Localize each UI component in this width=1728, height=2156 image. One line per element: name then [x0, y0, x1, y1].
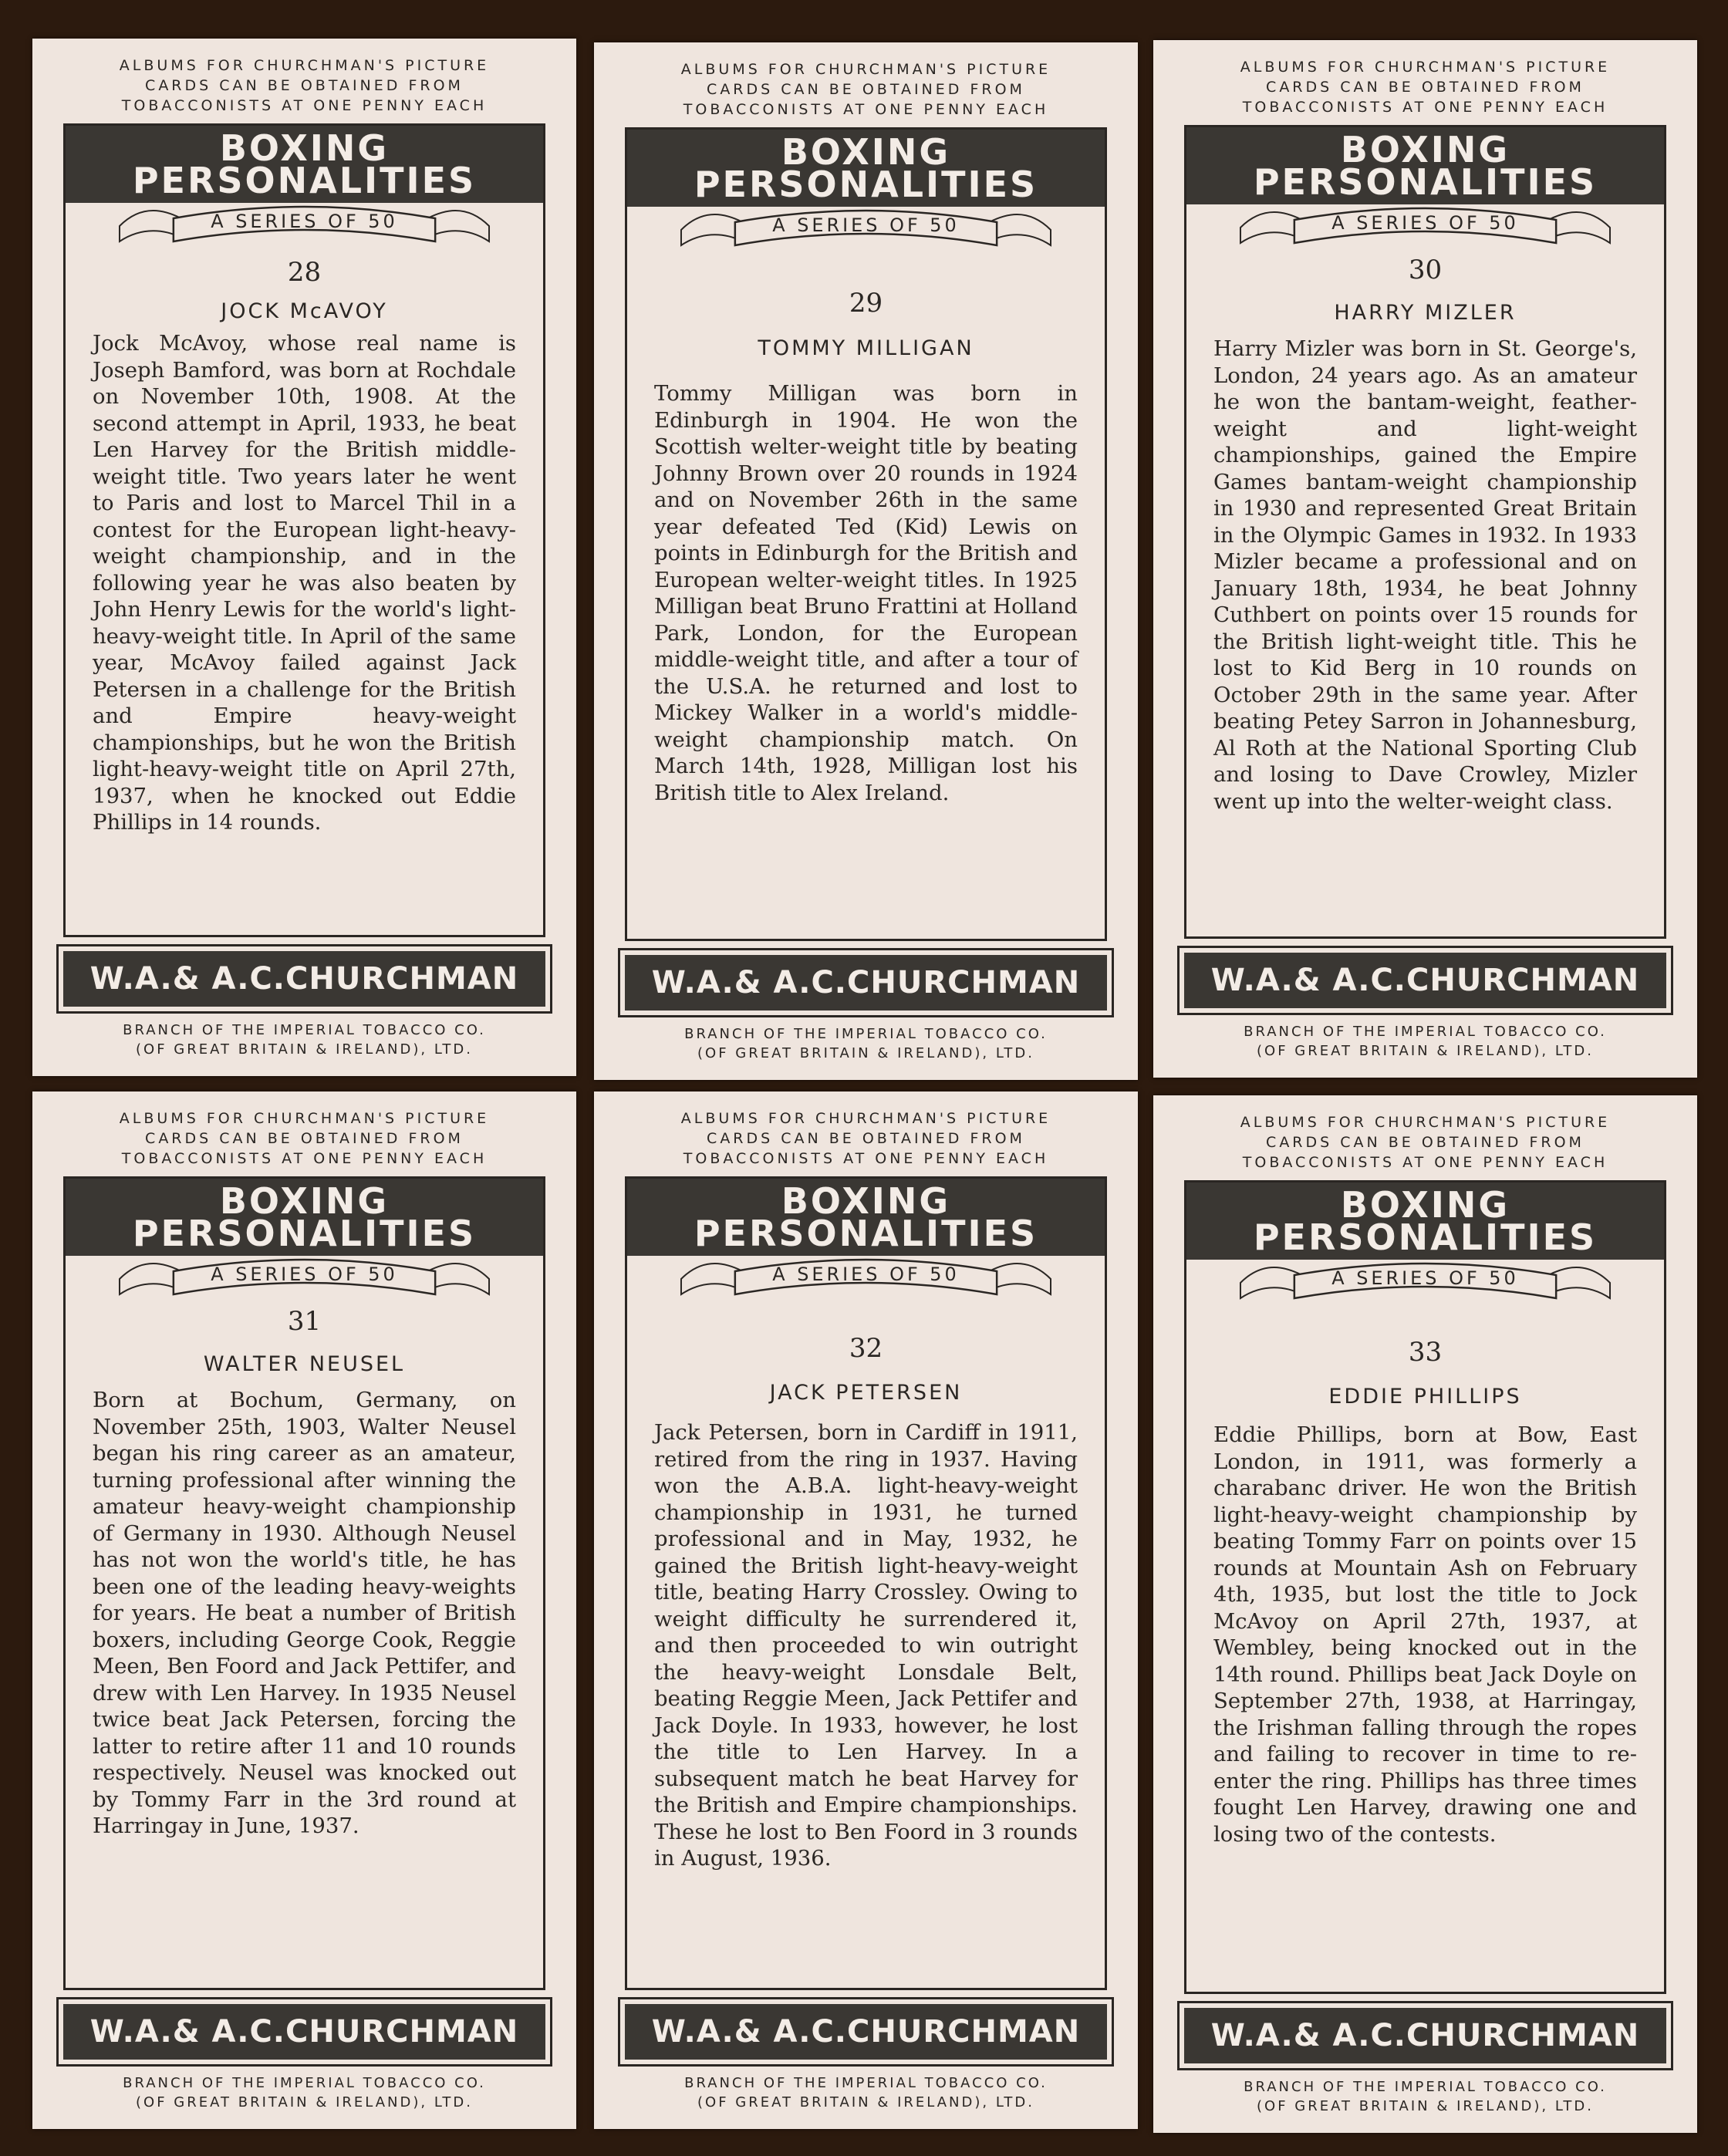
boxer-name: HARRY MIZLER [1334, 301, 1517, 325]
boxer-biography: Eddie Phillips, born at Bow, East London, in 1911, was formerly a charabanc driver. He won the British light-heavy-weight championship by beating Tommy Farr on points over 15 rounds at Mountain Ash on February 4th, 1935, but lost the title to Jock McAvoy on April 27th, 1937, at Wembley, being knocked out in the 14th round. Phillips beat Jack Doyle on September 27th, 1938, at Harringay, the Irishman falling through the ropes and failing to recover in time to re-enter the ring. Phillips has three times fought Len Harvey, drawing one and losing two of the contests. [1213, 1422, 1637, 1847]
card-number: 31 [287, 1306, 322, 1337]
albums-note: ALBUMS FOR CHURCHMAN'S PICTURE CARDS CAN BE OBTAINED FROM TOBACCONISTS AT ONE PENNY EACH [680, 1110, 1051, 1167]
card-31 [32, 1091, 576, 2129]
series-title: BOXING PERSONALITIES [66, 126, 543, 203]
svg-text:A SERIES OF 50: A SERIES OF 50 [1331, 211, 1519, 234]
series-ribbon [112, 1248, 497, 1302]
series-title: BOXING PERSONALITIES [627, 1179, 1105, 1256]
boxer-name: JOCK McAVOY [221, 299, 388, 323]
card-frame [63, 123, 545, 937]
branch-note: BRANCH OF THE IMPERIAL TOBACCO CO. (OF GREAT BRITAIN & IRELAND), LTD. [1244, 2079, 1607, 2114]
branch-note: BRANCH OF THE IMPERIAL TOBACCO CO. (OF GREAT BRITAIN & IRELAND), LTD. [1244, 1024, 1607, 1059]
manufacturer-banner: W.A.& A.C.CHURCHMAN [625, 2004, 1107, 2060]
boxer-name: TOMMY MILLIGAN [758, 336, 974, 360]
card-30 [1153, 40, 1697, 1078]
card-28 [32, 39, 576, 1076]
boxer-biography: Jack Petersen, born in Cardiff in 1911, retired from the ring in 1937. Having won the A.B.A. light-heavy-weight championship in 1931, he turned professional and in May, 1932, he gained the British light-heavy-weight title, beating Harry Crossley. Owing to weight difficulty he surrendered it, and then proceeded to win outright the heavy-weight Lonsdale Belt, beating Reggie Meen, Jack Pettifer and Jack Doyle. In 1933, however, he lost the title to Len Harvey. In a subsequent match he beat Harvey for the British and Empire championships. These he lost to Ben Foord in 3 rounds in August, 1936. [654, 1420, 1078, 1871]
albums-note: ALBUMS FOR CHURCHMAN'S PICTURE CARDS CAN BE OBTAINED FROM TOBACCONISTS AT ONE PENNY EACH [119, 57, 490, 114]
branch-note: BRANCH OF THE IMPERIAL TOBACCO CO. (OF GREAT BRITAIN & IRELAND), LTD. [684, 2075, 1048, 2110]
branch-note: BRANCH OF THE IMPERIAL TOBACCO CO. (OF GREAT BRITAIN & IRELAND), LTD. [123, 2075, 486, 2110]
manufacturer-banner: W.A.& A.C.CHURCHMAN [625, 955, 1107, 1011]
albums-note: ALBUMS FOR CHURCHMAN'S PICTURE CARDS CAN BE OBTAINED FROM TOBACCONISTS AT ONE PENNY EACH [680, 61, 1051, 118]
series-ribbon [673, 199, 1058, 253]
card-frame [1184, 125, 1666, 939]
series-ribbon [673, 1248, 1058, 1302]
series-title: BOXING PERSONALITIES [627, 130, 1105, 207]
albums-note: ALBUMS FOR CHURCHMAN'S PICTURE CARDS CAN BE OBTAINED FROM TOBACCONISTS AT ONE PENNY EACH [1240, 1114, 1611, 1171]
card-number: 33 [1408, 1337, 1443, 1368]
card-32 [594, 1091, 1138, 2129]
svg-text:A SERIES OF 50: A SERIES OF 50 [1331, 1267, 1519, 1290]
card-number: 28 [287, 257, 322, 288]
boxer-biography: Harry Mizler was born in St. George's, London, 24 years ago. As an amateur he won the bantam-weight, feather-weight and light-weight championships, gained the Empire Games bantam-weight championship in 1930 and represented Great Britain in the Olympic Games in 1932. In 1933 Mizler became a professional and on January 18th, 1934, he beat Johnny Cuthbert on points over 15 rounds for the British light-weight title. This he lost to Kid Berg in 10 rounds on October 29th in the same year. After beating Petey Sarron in Johannesburg, Al Roth at the National Sporting Club and losing to Dave Crowley, Mizler went up into the welter-weight class. [1213, 336, 1637, 814]
albums-note: ALBUMS FOR CHURCHMAN'S PICTURE CARDS CAN BE OBTAINED FROM TOBACCONISTS AT ONE PENNY EACH [119, 1110, 490, 1167]
manufacturer-banner: W.A.& A.C.CHURCHMAN [63, 951, 545, 1007]
series-ribbon [1233, 1252, 1618, 1306]
svg-text:A SERIES OF 50: A SERIES OF 50 [211, 210, 398, 233]
branch-note: BRANCH OF THE IMPERIAL TOBACCO CO. (OF GREAT BRITAIN & IRELAND), LTD. [684, 1026, 1048, 1061]
series-title: BOXING PERSONALITIES [1186, 1183, 1664, 1260]
manufacturer-banner: W.A.& A.C.CHURCHMAN [1184, 2008, 1666, 2063]
svg-text:A SERIES OF 50: A SERIES OF 50 [772, 214, 960, 237]
branch-note: BRANCH OF THE IMPERIAL TOBACCO CO. (OF GREAT BRITAIN & IRELAND), LTD. [123, 1022, 486, 1058]
boxer-biography: Born at Bochum, Germany, on November 25th, 1903, Walter Neusel began his ring career as an amateur, turning professional after winning the amateur heavy-weight championship of Germany in 1930. Although Neusel has not won the world's title, he has been one of the leading heavy-weights for years. He beat a number of British boxers, including George Cook, Reggie Meen, Ben Foord and Jack Pettifer, and drew with Len Harvey. In 1935 Neusel twice beat Jack Petersen, forcing the latter to retire after 11 and 10 rounds respectively. Neusel was knocked out by Tommy Farr in the 3rd round at Harringay in June, 1937. [93, 1388, 516, 1838]
card-33 [1153, 1095, 1697, 2133]
card-frame [625, 127, 1107, 941]
albums-note: ALBUMS FOR CHURCHMAN'S PICTURE CARDS CAN BE OBTAINED FROM TOBACCONISTS AT ONE PENNY EACH [1240, 59, 1611, 116]
boxer-biography: Jock McAvoy, whose real name is Joseph Bamford, was born at Rochdale on November 10th, 1908. At the second attempt in April, 1933, he beat Len Harvey for the British middle-weight title. Two years later he went to Paris and lost to Marcel Thil in a contest for the European light-heavy-weight championship, and in the following year he was also beaten by John Henry Lewis for the world's light-heavy-weight title. In April of the same year, McAvoy failed against Jack Petersen in a challenge for the British and Empire heavy-weight championships, but he won the British light-heavy-weight title on April 27th, 1937, when he knocked out Eddie Phillips in 14 rounds. [93, 331, 516, 835]
boxer-name: WALTER NEUSEL [203, 1352, 406, 1376]
series-ribbon [1233, 197, 1618, 251]
boxer-name: EDDIE PHILLIPS [1328, 1385, 1522, 1409]
series-ribbon [112, 195, 497, 249]
boxer-biography: Tommy Milligan was born in Edinburgh in 1904. He won the Scottish welter-weight title by beating Johnny Brown over 20 rounds in 1924 and on November 26th in the same year defeated Ted (Kid) Lewis on points in Edinburgh for the British and European welter-weight titles. In 1925 Milligan beat Bruno Frattini at Holland Park, London, for the European middle-weight title, and after a tour of the U.S.A. he returned and lost to Mickey Walker in a world's middle-weight championship match. On March 14th, 1928, Milligan lost his British title to Alex Ireland. [654, 381, 1078, 805]
card-number: 32 [849, 1333, 883, 1364]
card-29 [594, 42, 1138, 1080]
manufacturer-banner: W.A.& A.C.CHURCHMAN [63, 2004, 545, 2060]
card-frame [63, 1176, 545, 1990]
series-title: BOXING PERSONALITIES [1186, 127, 1664, 204]
card-frame [625, 1176, 1107, 1990]
boxer-name: JACK PETERSEN [769, 1381, 963, 1405]
svg-text:A SERIES OF 50: A SERIES OF 50 [211, 1263, 398, 1286]
manufacturer-banner: W.A.& A.C.CHURCHMAN [1184, 953, 1666, 1008]
card-frame [1184, 1180, 1666, 1994]
svg-text:A SERIES OF 50: A SERIES OF 50 [772, 1263, 960, 1286]
series-title: BOXING PERSONALITIES [66, 1179, 543, 1256]
card-number: 30 [1408, 255, 1443, 285]
card-number: 29 [849, 288, 883, 319]
